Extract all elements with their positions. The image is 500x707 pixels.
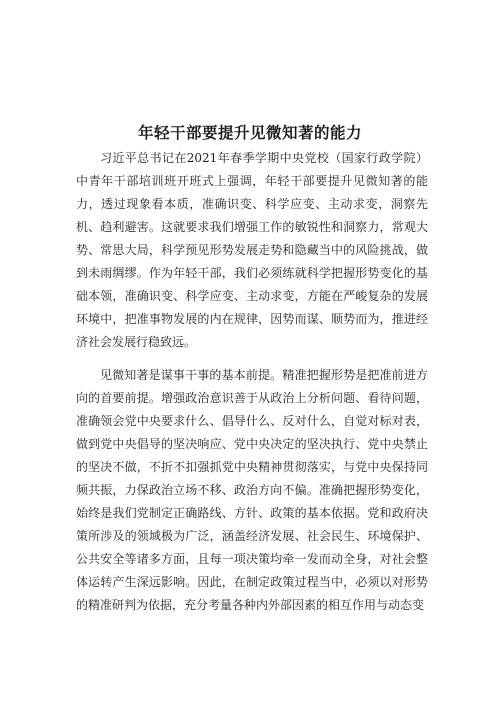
document-body [76, 147, 428, 617]
paragraph-1: 习近平总书记在2021年春季学期中央党校（国家行政学院）中青年干部培训班开班式上强调，年轻干部要提升见微知著的能力，透过现象看本质，准确识变、科学应变、主动求变，洞察先机、趋利避害。这就要求我们增强工作的敏锐性和洞察力，常观大势、常思大局，科学预见形势发展走势和隐藏当中的风险挑战，做到未雨绸缪。作为年轻干部，我们必须练就科学把握形势变化的基础本领，准确识变、科学应变、主动求变，方能在严峻复杂的发展环境中，把准事物发展的内在规律，因势而谋、顺势而为，推进经济社会发展行稳致远。 [76, 151, 428, 349]
document-title: 年轻干部要提升见微知著的能力 [137, 124, 362, 142]
paragraph-2: 见微知著是谋事干事的基本前提。精准把握形势是把准前进方向的首要前提。增强政治意识善于从政治上分析问题、看待问题，准确领会党中央要求什么、倡导什么、反对什么，自觉对标对表，做到党中央倡导的坚决响应、党中央决定的坚决执行、党中央禁止的坚决不做，不折不扣强抓党中央精神贯彻落实，与党中央保持同频共振，力保政治立场不移、政治方向不偏。准确把握形势变化，始终是我们党制定正确路线、方针、政策的基本依据。党和政府决策所涉及的领域极为广泛，涵盖经济发展、社会民生、环境保护、公共安全等诸多方面，且每一项决策均牵一发而动全身，对社会整体运转产生深远影响。因此，在制定政策过程当中，必须以对形势的精准研判为依据，充分考量各种内外部因素的相互作用与动态变 [76, 368, 428, 612]
